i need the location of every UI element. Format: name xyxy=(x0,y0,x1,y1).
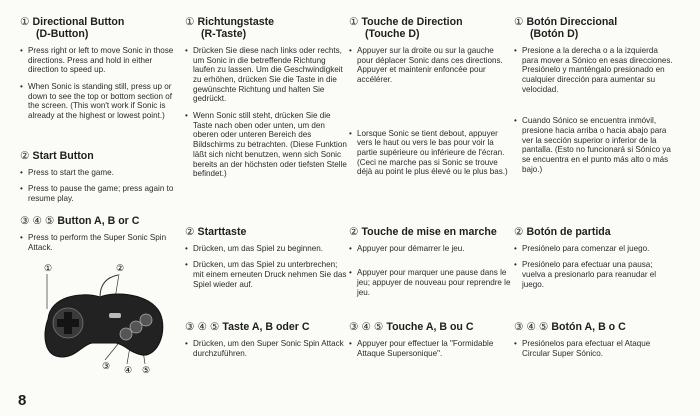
callout-label-5: ⑤ xyxy=(142,365,151,375)
section-start-button xyxy=(185,226,347,289)
callout-number: ② xyxy=(514,226,524,238)
heading-title: Touche de mise en marche xyxy=(361,226,497,238)
section-heading xyxy=(185,321,347,333)
section-abc-buttons xyxy=(20,215,182,253)
heading-subtitle: (Botón D) xyxy=(530,28,579,41)
list-item: • Lorsque Sonic se tient debout, appuyer vers le haut ou vers le bas pour voir la partie supérieure ou inférieure de l'écran. (Ceci ne marche pas si Sonic se trouve déjà au point le plus élevé ou le plus bas.) xyxy=(349,129,511,178)
section-heading xyxy=(20,16,182,28)
heading-title: Touche A, B ou C xyxy=(386,321,474,333)
button-c-icon xyxy=(140,314,152,326)
heading-title: Richtungstaste xyxy=(197,16,275,28)
list-item: • Drücken, um das Spiel zu unterbrechen; mit einem erneuten Druck nehmen Sie das Spiel wieder auf. xyxy=(185,260,347,289)
list-item: • Presiónelo para efectuar una pausa; vuelva a presionarlo para reanudar el juego. xyxy=(514,260,676,289)
page-number: 8 xyxy=(18,392,27,409)
button-a-icon xyxy=(120,328,132,340)
bullet-list xyxy=(514,244,676,289)
section-heading xyxy=(20,150,182,162)
callout-label-2: ② xyxy=(116,263,125,273)
section-directional-button xyxy=(349,16,511,177)
section-abc-buttons xyxy=(349,321,511,359)
section-heading xyxy=(514,226,676,238)
heading-title: Botón A, B o C xyxy=(551,321,626,333)
heading-title: Directional Button xyxy=(32,16,125,28)
callout-number: ③ ④ ⑤ xyxy=(514,321,549,333)
section-heading xyxy=(185,226,347,238)
heading-title: Button A, B or C xyxy=(57,215,140,227)
bullet-list xyxy=(20,168,182,203)
section-directional-button xyxy=(185,16,347,179)
callout-number: ③ ④ ⑤ xyxy=(20,215,55,227)
bullet-list xyxy=(185,244,347,289)
heading-subtitle: (D-Button) xyxy=(36,28,89,41)
controller-illustration xyxy=(30,261,180,375)
heading-title: Starttaste xyxy=(197,226,247,238)
list-item: • Presiónelos para efectuar el Ataque Circular Super Sónico. xyxy=(514,339,676,358)
callout-number: ③ ④ ⑤ xyxy=(349,321,384,333)
section-heading xyxy=(185,16,347,28)
callout-number: ① xyxy=(349,16,359,28)
callout-label-1: ① xyxy=(44,263,53,273)
list-item: • Press to pause the game; press again to resume play. xyxy=(20,184,182,203)
heading-title: Botón de partida xyxy=(526,226,611,238)
bullet-list xyxy=(349,244,511,297)
heading-title: Botón Direccional xyxy=(526,16,618,28)
callout-number: ① xyxy=(20,16,30,28)
section-heading xyxy=(349,16,511,28)
list-item: • When Sonic is standing still, press up or down to see the top or bottom section of the screen. (This won't work if Sonic is already at the highest or lowest point.) xyxy=(20,82,182,121)
section-start-button xyxy=(349,226,511,297)
section-heading xyxy=(514,16,676,28)
list-item: • Cuando Sónico se encuentra inmóvil, presione hacia arriba o hacia abajo para ver la sección superior o inferior de la pantalla. (Esto no funcionará si Sónico ya se encuentra en el punto más alto o más bajo.) xyxy=(514,116,676,174)
section-directional-button xyxy=(20,16,182,121)
list-item: • Appuyer pour effectuer la "Formidable Attaque Supersonique". xyxy=(349,339,511,358)
heading-title: Taste A, B oder C xyxy=(222,321,310,333)
start-button-icon xyxy=(109,313,121,318)
section-heading xyxy=(514,321,676,333)
list-item: • Presione a la derecha o a la izquierda para mover a Sónico en esas direcciones. Presiónelo y manténgalo presionado en cualquier dirección para aumentar su velocidad. xyxy=(514,46,676,95)
bullet-list xyxy=(20,233,182,252)
bullet-list xyxy=(20,46,182,121)
heading-subtitle: (Touche D) xyxy=(365,28,420,41)
callout-number: ③ ④ ⑤ xyxy=(185,321,220,333)
dpad-icon xyxy=(53,308,83,338)
list-item: • Wenn Sonic still steht, drücken Sie die Taste nach oben oder unten, um den oberen oder unteren Bereich des Bildschirms zu betrachten. (Diese Funktion läßt sich nicht benutzen, wenn sich Sonic bereits an der höchsten oder tiefsten Stelle befindet.) xyxy=(185,111,347,179)
bullet-list xyxy=(185,46,347,179)
section-heading xyxy=(349,321,511,333)
bullet-list xyxy=(514,339,676,358)
bullet-list xyxy=(185,339,347,358)
section-heading xyxy=(20,215,182,227)
callout-number: ② xyxy=(20,150,30,162)
button-b-icon xyxy=(130,321,142,333)
callout-label-4: ④ xyxy=(124,365,133,375)
bullet-list xyxy=(349,46,511,177)
bullet-list xyxy=(514,46,676,175)
list-item: • Drücken, um das Spiel zu beginnen. xyxy=(185,244,347,254)
callout-number: ① xyxy=(514,16,524,28)
list-item: • Appuyer pour démarrer le jeu. xyxy=(349,244,511,254)
list-item: • Drücken Sie diese nach links oder rechts, um Sonic in die betreffende Richtung laufen zu lassen. Um die Geschwindigkeit zu erhöhen, drücken Sie die Taste in die gewünschte Richtung und halten Sie gedrückt. xyxy=(185,46,347,104)
section-heading xyxy=(349,226,511,238)
section-start-button xyxy=(514,226,676,289)
callout-label-3: ③ xyxy=(102,361,111,371)
list-item: • Appuyer pour marquer une pause dans le jeu; appuyer de nouveau pour reprendre le jeu. xyxy=(349,268,511,297)
bullet-list xyxy=(349,339,511,358)
callout-number: ② xyxy=(185,226,195,238)
list-item: • Press right or left to move Sonic in those directions. Press and hold in either direction to speed up. xyxy=(20,46,182,75)
section-directional-button xyxy=(514,16,676,175)
list-item: • Press to perform the Super Sonic Spin Attack. xyxy=(20,233,182,252)
list-item: • Drücken, um den Super Sonic Spin Attack durchzuführen. xyxy=(185,339,347,358)
callout-number: ① xyxy=(185,16,195,28)
section-start-button xyxy=(20,150,182,204)
list-item: • Appuyer sur la droite ou sur la gauche pour déplacer Sonic dans ces directions. Appuyer et maintenir enfoncée pour accélérer. xyxy=(349,46,511,85)
heading-title: Start Button xyxy=(32,150,94,162)
callout-number: ② xyxy=(349,226,359,238)
section-abc-buttons xyxy=(514,321,676,359)
heading-subtitle: (R-Taste) xyxy=(201,28,247,41)
heading-title: Touche de Direction xyxy=(361,16,463,28)
list-item: • Press to start the game. xyxy=(20,168,182,178)
list-item: • Presiónelo para comenzar el juego. xyxy=(514,244,676,254)
section-abc-buttons xyxy=(185,321,347,359)
